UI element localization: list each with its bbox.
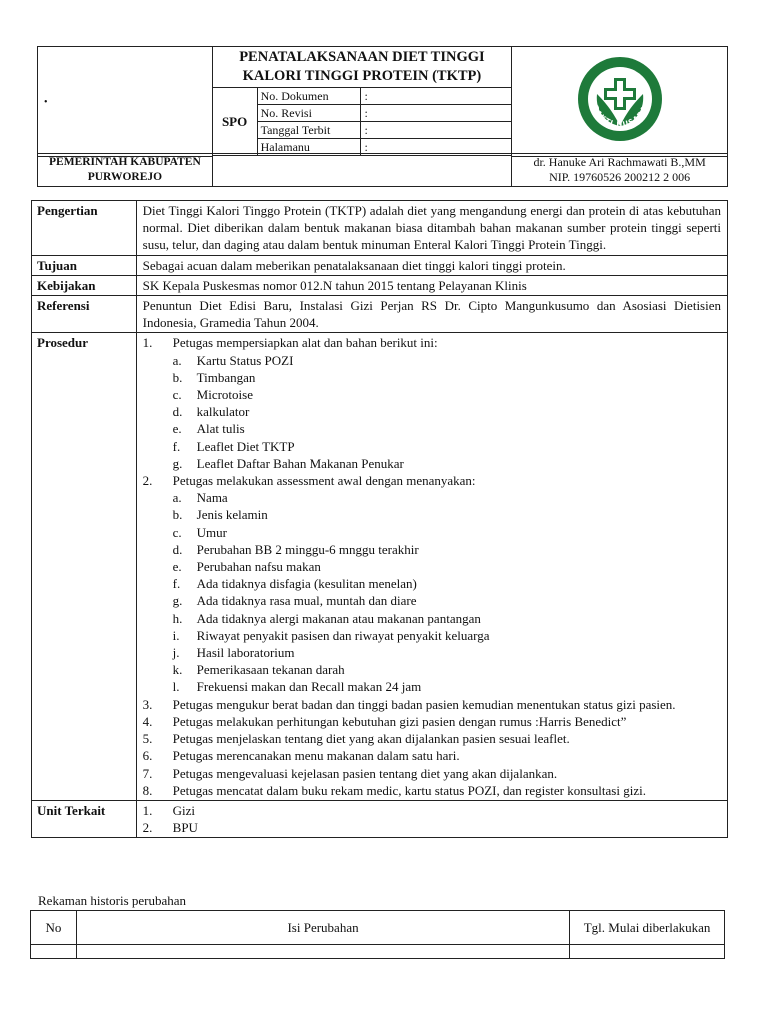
step-text: Petugas mengukur berat badan dan tinggi badan pasien kemudian menentukan status gizi pasien.: [172, 696, 676, 712]
unit-item: [143, 802, 721, 819]
meta-value-halaman: :: [360, 139, 512, 156]
step-text: Petugas melakukan perhitungan kebutuhan gizi pasien dengan rumus :Harris Benedict”: [172, 713, 627, 729]
prosedur-substep: [143, 369, 721, 386]
row-referensi: [32, 296, 728, 333]
meta-value-no-dokumen: :: [360, 88, 512, 105]
sop-content-table: [31, 200, 728, 838]
prosedur-substep: [143, 489, 721, 506]
substep-letter: a.: [172, 490, 182, 506]
text-kebijakan: SK Kepala Puskesmas nomor 012.N tahun 2015 tentang Pelayanan Klinis: [136, 275, 727, 295]
text-referensi: Penuntun Diet Edisi Baru, Instalasi Gizi Perjan RS Dr. Cipto Mangunkusumo dan Asosiasi Dietisien Indonesia, Gramedia Tahun 2004.: [136, 296, 727, 333]
substep-letter: k.: [172, 662, 183, 678]
unit-number: 1.: [142, 802, 153, 818]
prosedur-substep: [143, 592, 721, 609]
bakti-husada-logo: [575, 54, 665, 144]
substep-letter: h.: [172, 610, 183, 626]
history-empty-row: [31, 945, 725, 959]
history-col-tgl: Tgl. Mulai diberlakukan: [570, 911, 725, 945]
substep-letter: e.: [172, 421, 182, 437]
logo-cell: [512, 47, 728, 157]
label-unit-terkait: Unit Terkait: [32, 800, 137, 837]
prosedur-step: [143, 713, 721, 730]
prosedur-step: [143, 765, 721, 782]
prosedur-substep: [143, 438, 721, 455]
document-title: PENATALAKSANAAN DIET TINGGI KALORI TINGGI PROTEIN (TKTP): [212, 47, 512, 88]
row-pengertian: [32, 201, 728, 256]
substep-letter: g.: [172, 455, 183, 471]
step-text: Petugas mencatat dalam buku rekam medic, kartu status POZI, dan register konsultasi gizi.: [172, 782, 646, 798]
prosedur-step: [143, 782, 721, 799]
substep-letter: b.: [172, 507, 183, 523]
step-text: Petugas menjelaskan tentang diet yang akan dijalankan pasien sesuai leaflet.: [172, 731, 570, 747]
substep-letter: d.: [172, 541, 183, 557]
substep-letter: c.: [172, 524, 182, 540]
substep-text: Timbangan: [196, 369, 256, 385]
header-empty-cell: [212, 154, 511, 187]
logo-text: BAKTI HUSADA: [590, 104, 649, 129]
step-number: 4.: [142, 713, 153, 729]
substep-letter: f.: [172, 576, 181, 592]
substep-text: Leaflet Daftar Bahan Makanan Penukar: [196, 455, 404, 471]
prosedur-substep: [143, 575, 721, 592]
substep-letter: g.: [172, 593, 183, 609]
history-title: Rekaman historis perubahan: [38, 893, 187, 908]
substep-letter: e.: [172, 559, 182, 575]
unit-number: 2.: [142, 820, 153, 836]
label-referensi: Referensi: [32, 296, 137, 333]
step-number: 2.: [142, 473, 153, 489]
step-text: Petugas merencanakan menu makanan dalam satu hari.: [172, 748, 460, 764]
substep-text: Perubahan BB 2 minggu-6 mnggu terakhir: [196, 541, 419, 557]
signer-nip: NIP. 19760526 200212 2 006: [549, 170, 691, 184]
history-cell: [570, 945, 725, 959]
document-header: [37, 46, 728, 157]
prosedur-step: [143, 730, 721, 747]
step-text: Petugas mengevaluasi kejelasan pasien tentang diet yang akan dijalankan.: [172, 765, 558, 781]
prosedur-step: [143, 334, 721, 351]
prosedur-substep: [143, 678, 721, 695]
prosedur-substep: [143, 386, 721, 403]
substep-text: Microtoise: [196, 387, 253, 403]
substep-text: Frekuensi makan dan Recall makan 24 jam: [196, 679, 422, 695]
substep-text: Ada tidaknya rasa mual, muntah dan diare: [196, 593, 417, 609]
substep-text: Alat tulis: [196, 421, 245, 437]
substep-text: Ada tidaknya alergi makanan atau makanan pantangan: [196, 610, 481, 626]
text-tujuan: Sebagai acuan dalam meberikan penatalaksanaan diet tinggi kalori tinggi protein.: [136, 255, 727, 275]
substep-text: Umur: [196, 524, 227, 540]
prosedur-substep: [143, 558, 721, 575]
header-footer-row: [37, 153, 728, 187]
step-number: 8.: [142, 782, 153, 798]
substep-letter: f.: [172, 438, 181, 454]
substep-text: Kartu Status POZI: [196, 352, 294, 368]
prosedur-substep: [143, 644, 721, 661]
substep-text: Leaflet Diet TKTP: [196, 438, 295, 454]
prosedur-substep: [143, 506, 721, 523]
prosedur-substep: [143, 455, 721, 472]
prosedur-steps: [136, 333, 727, 800]
substep-letter: l.: [172, 679, 180, 695]
header-blank-cell: [38, 47, 213, 157]
unit-terkait-list: [136, 800, 727, 837]
prosedur-substep: [143, 524, 721, 541]
signer-block: [512, 154, 728, 187]
substep-letter: a.: [172, 352, 182, 368]
row-prosedur: [32, 333, 728, 800]
step-text: Petugas melakukan assessment awal dengan menanyakan:: [172, 473, 476, 489]
step-number: 1.: [142, 335, 153, 351]
substep-text: Ada tidaknya disfagia (kesulitan menelan): [196, 576, 417, 592]
history-col-no: No: [31, 911, 77, 945]
step-number: 6.: [142, 748, 153, 764]
label-tujuan: Tujuan: [32, 255, 137, 275]
meta-value-tanggal-terbit: :: [360, 122, 512, 139]
meta-label-halaman: Halamanu: [257, 139, 360, 156]
prosedur-substep: [143, 541, 721, 558]
label-prosedur: Prosedur: [32, 333, 137, 800]
meta-label-no-revisi: No. Revisi: [257, 105, 360, 122]
spo-label: SPO: [212, 88, 257, 156]
prosedur-substep: [143, 352, 721, 369]
substep-text: Perubahan nafsu makan: [196, 559, 321, 575]
history-cell: [31, 945, 77, 959]
meta-value-no-revisi: :: [360, 105, 512, 122]
prosedur-substep: [143, 403, 721, 420]
prosedur-step: [143, 472, 721, 489]
step-number: 5.: [142, 731, 153, 747]
history-col-isi: Isi Perubahan: [76, 911, 569, 945]
unit-text: Gizi: [172, 802, 196, 818]
substep-letter: b.: [172, 369, 183, 385]
substep-letter: i.: [172, 627, 180, 643]
prosedur-step: [143, 747, 721, 764]
row-unit-terkait: [32, 800, 728, 837]
row-tujuan: [32, 255, 728, 275]
substep-text: Nama: [196, 490, 228, 506]
substep-text: Hasil laboratorium: [196, 645, 295, 661]
history-table: [30, 910, 725, 959]
step-text: Petugas mempersiapkan alat dan bahan berikut ini:: [172, 335, 438, 351]
substep-text: Riwayat penyakit pasisen dan riwayat penyakit keluarga: [196, 627, 490, 643]
prosedur-substep: [143, 661, 721, 678]
substep-text: Jenis kelamin: [196, 507, 268, 523]
prosedur-step: [143, 696, 721, 713]
unit-item: [143, 819, 721, 836]
row-kebijakan: [32, 275, 728, 295]
text-pengertian: Diet Tinggi Kalori Tinggo Protein (TKTP) adalah diet yang mengandung energi dan protein di atas kebutuhan normal. Diet diberikan dalam bentuk makanan biasa ditambah bahan makanan sumber protein tinggi seperti susu, telur, dan daging atau dalam bentuk minuman Enteral Kalori Tinggi Protein Tinggi.: [136, 201, 727, 256]
prosedur-substep: [143, 627, 721, 644]
step-number: 7.: [142, 765, 153, 781]
meta-label-no-dokumen: No. Dokumen: [257, 88, 360, 105]
prosedur-substep: [143, 420, 721, 437]
prosedur-substep: [143, 610, 721, 627]
label-pengertian: Pengertian: [32, 201, 137, 256]
substep-letter: c.: [172, 387, 182, 403]
history-cell: [76, 945, 569, 959]
substep-text: Pemerikasaan tekanan darah: [196, 662, 345, 678]
substep-letter: j.: [172, 645, 180, 661]
bullet-dot: •: [44, 96, 48, 108]
meta-label-tanggal-terbit: Tanggal Terbit: [257, 122, 360, 139]
substep-text: kalkulator: [196, 404, 250, 420]
unit-text: BPU: [172, 820, 198, 836]
signer-name: dr. Hanuke Ari Rachmawati B.,MM: [533, 155, 706, 169]
step-number: 3.: [142, 696, 153, 712]
government-org: PEMERINTAH KABUPATEN PURWOREJO: [38, 154, 213, 187]
substep-letter: d.: [172, 404, 183, 420]
label-kebijakan: Kebijakan: [32, 275, 137, 295]
